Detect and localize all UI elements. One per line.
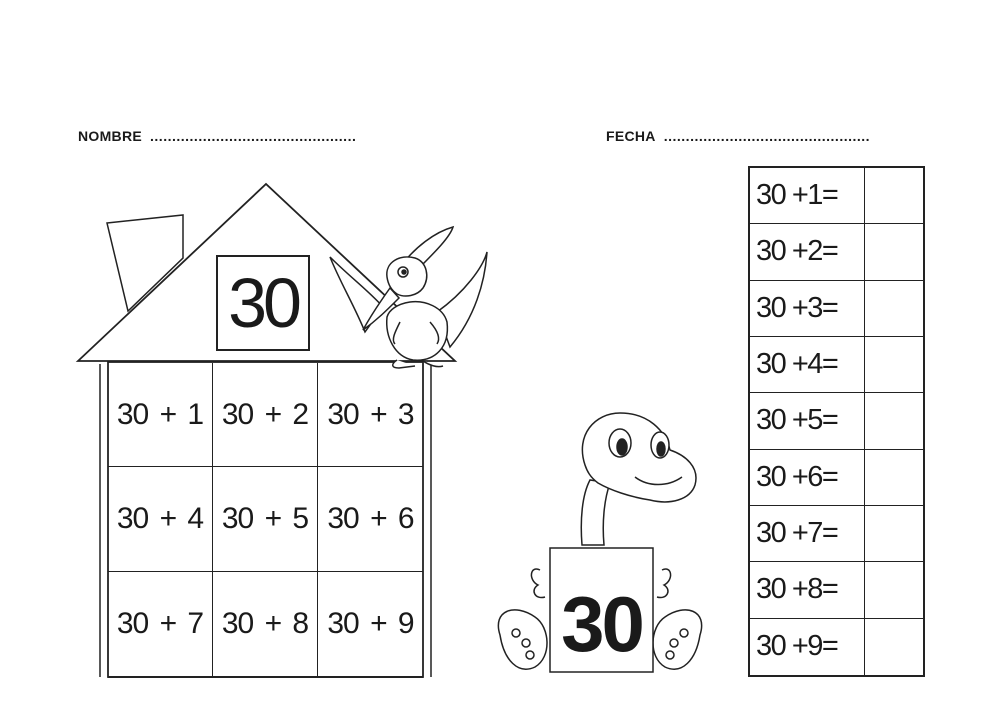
pterodactyl-icon bbox=[325, 222, 495, 372]
answer-box[interactable] bbox=[865, 619, 923, 675]
equation-cell: 30 +2= bbox=[750, 224, 865, 280]
house-cell: 30 + 4 bbox=[108, 467, 213, 571]
answer-box[interactable] bbox=[865, 337, 923, 393]
equation-cell: 30 +5= bbox=[750, 393, 865, 449]
house-sum-grid bbox=[108, 363, 423, 676]
answer-box[interactable] bbox=[865, 224, 923, 280]
house-cell: 30 + 3 bbox=[318, 363, 423, 467]
date-blank[interactable]: ............................................... bbox=[663, 128, 871, 144]
roof-number-box: 30 bbox=[216, 255, 310, 351]
name-blank[interactable]: ............................................... bbox=[150, 128, 357, 144]
dinosaur-sign-number: 30 bbox=[561, 580, 642, 668]
house-cell: 30 + 1 bbox=[108, 363, 213, 467]
answer-box[interactable] bbox=[865, 506, 923, 562]
equation-cell: 30 +7= bbox=[750, 506, 865, 562]
answer-box[interactable] bbox=[865, 393, 923, 449]
answer-box[interactable] bbox=[865, 281, 923, 337]
answer-box[interactable] bbox=[865, 450, 923, 506]
house-cell: 30 + 7 bbox=[108, 572, 213, 676]
answer-box[interactable] bbox=[865, 562, 923, 618]
equation-cell: 30 +4= bbox=[750, 337, 865, 393]
house-cell: 30 + 5 bbox=[213, 467, 318, 571]
name-label: NOMBRE bbox=[78, 128, 143, 144]
house-cell: 30 + 9 bbox=[327, 606, 414, 640]
date-field bbox=[606, 128, 870, 144]
house-cell: 30 + 2 bbox=[213, 363, 318, 467]
equation-cell: 30 +9= bbox=[750, 619, 865, 675]
equation-cell: 30 +8= bbox=[750, 562, 865, 618]
equation-cell: 30 +6= bbox=[750, 450, 865, 506]
house-cell: 30 + 8 bbox=[213, 572, 318, 676]
house-cell: 30 + 6 bbox=[318, 467, 423, 571]
answer-box[interactable] bbox=[865, 168, 923, 224]
date-label: FECHA bbox=[606, 128, 656, 144]
equation-cell: 30 +3= bbox=[750, 281, 865, 337]
equation-cell: 30 +1= bbox=[750, 168, 865, 224]
equation-table bbox=[748, 166, 925, 677]
name-field bbox=[78, 128, 356, 144]
